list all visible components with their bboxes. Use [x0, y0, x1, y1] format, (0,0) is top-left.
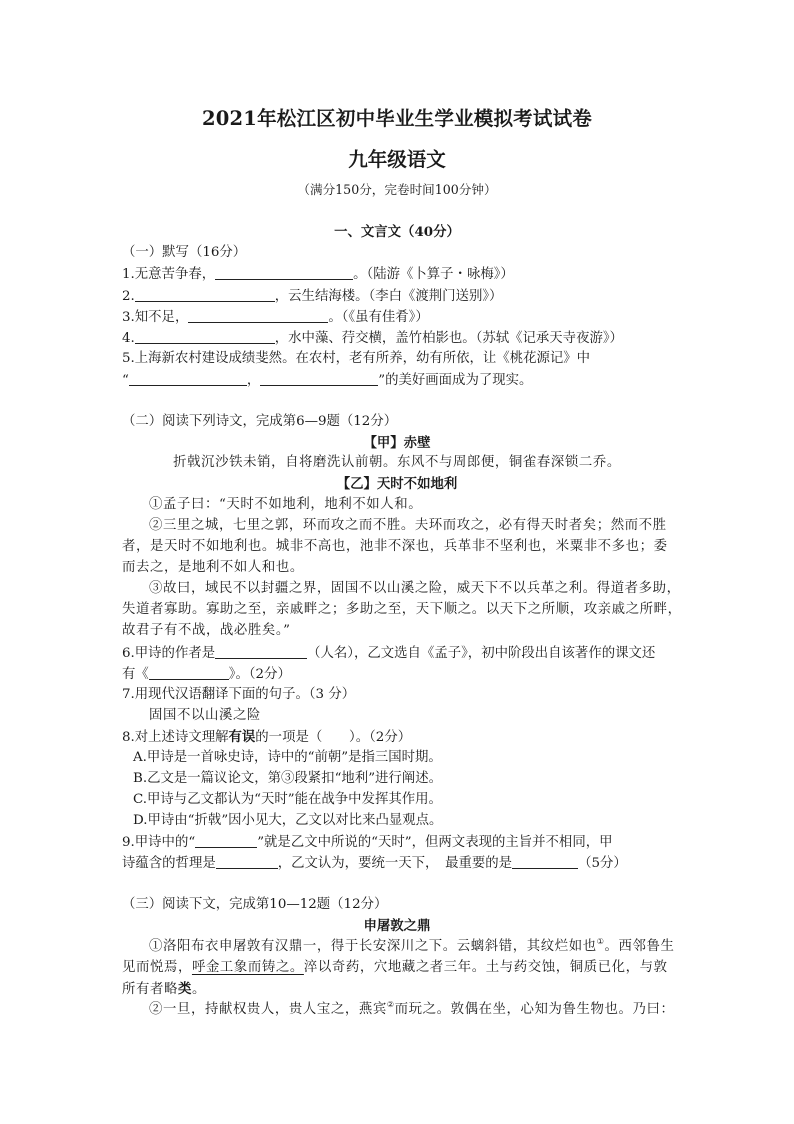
poem-title: 【甲】赤壁: [363, 435, 431, 451]
q9-suffix: ”就是乙文中所说的“天时”，但两文表现的主旨并不相同，甲: [257, 835, 613, 850]
question-9-line-2: [122, 854, 627, 873]
question-9-line-1: [122, 833, 613, 852]
answer-blank[interactable]: [215, 265, 353, 280]
q8-option-a[interactable]: A.甲诗是一首咏史诗，诗中的“前朝”是指三国时期。: [133, 750, 442, 765]
q2-prefix: 2.: [122, 289, 135, 304]
part1-heading: （一）默写（16分）: [122, 245, 247, 260]
question-7: 7.用现代汉语翻译下面的句子。（3 分）: [122, 687, 356, 702]
prose-paragraph-3-line-1: ③故曰，域民不以封疆之界，固国不以山溪之险，威天下不以兵革之利。得道者多助，: [149, 581, 681, 596]
q9b-suffix: （5分）: [578, 856, 627, 871]
prose-paragraph-2-line-1: ②三里之城，七里之郭，环而攻之而不胜。夫环而攻之，必有得天时者矣；然而不胜: [149, 518, 667, 533]
q2-suffix: ，云生结海楼。（李白《渡荆门送别》）: [274, 289, 503, 304]
part3-heading: （三）阅读下文，完成第10—12题（12分）: [122, 897, 388, 912]
q6b-prefix: 有《: [122, 667, 149, 682]
prose-paragraph-1: ①孟子曰：“天时不如地利，地利不如人和。: [149, 497, 423, 512]
q9-prefix: 9.甲诗中的“: [122, 835, 196, 850]
q3-prefix: 3.知不足，: [122, 310, 189, 325]
q6-suffix: （人名），乙文选自《孟子》，初中阶段出自该著作的课文还: [307, 646, 656, 661]
passage-paragraph-1-line-1: [149, 938, 674, 956]
q5-close: ”的美好画面成为了现实。: [378, 373, 533, 388]
passage-text: ②一旦，持献权贵人，贵人宝之，燕宾: [149, 1002, 387, 1017]
underlined-sentence: 呼金工象而铸之。: [191, 960, 304, 975]
footnote-marker: ①: [596, 937, 605, 946]
answer-blank[interactable]: [512, 854, 578, 869]
passage-paragraph-1-line-2: [122, 959, 668, 977]
q6b-suffix: 》。（2分）: [228, 667, 291, 682]
answer-blank[interactable]: [135, 329, 275, 344]
prose-title: 【乙】天时不如地利: [336, 476, 458, 492]
answer-blank[interactable]: [188, 308, 328, 323]
passage-text: 所有者略: [122, 982, 178, 997]
question-7-sentence: 固国不以山溪之险: [149, 708, 261, 723]
question-1: [122, 265, 514, 284]
question-2: [122, 287, 502, 306]
q8-emphasis: 有误: [228, 729, 256, 745]
q8-option-d[interactable]: D.甲诗由“折戟”因小见大，乙文以对比来凸显观点。: [133, 813, 443, 828]
question-6-line-2: [122, 665, 291, 684]
q5-open-quote: “: [122, 373, 129, 388]
exam-title: 2021年松江区初中毕业生学业模拟考试试卷: [202, 107, 592, 130]
answer-blank[interactable]: [149, 665, 229, 680]
passage-text: 。: [191, 982, 206, 997]
q5-comma: ，: [246, 373, 261, 388]
question-6-line-1: [122, 644, 655, 663]
footnote-marker: ②: [386, 1000, 395, 1009]
prose-paragraph-2-line-2: 者，是天时不如地利也。城非不高也，池非不深也，兵革非不坚利也，米粟非不多也；委: [122, 539, 668, 554]
q4-prefix: 4.: [122, 331, 135, 346]
q9b-prefix: 诗蕴含的哲理是: [122, 856, 216, 871]
q8-option-b[interactable]: B.乙文是一篇议论文，第③段紧扣“地利”进行阐述。: [133, 771, 442, 786]
passage-text: 淬以奇药，穴地藏之者三年。土与药交蚀，铜质已化，与敦: [303, 960, 668, 975]
q3-suffix: 。（《虽有佳肴》）: [328, 310, 429, 325]
q1-suffix: 。（陆游《卜算子・咏梅》）: [353, 267, 514, 282]
answer-blank[interactable]: [129, 371, 247, 386]
passage-text: ①洛阳布衣申屠敦有汉鼎一，得于长安深川之下。云螭斜错，其纹烂如也: [149, 939, 597, 954]
question-4: [122, 329, 623, 348]
answer-blank[interactable]: [260, 371, 378, 386]
q9b-middle: ，乙文认为，要统一天下， 最重要的是: [277, 856, 513, 871]
passage-text: 见而悦焉，: [122, 960, 192, 975]
question-8: [122, 728, 411, 747]
part2-heading: （二）阅读下列诗文，完成第6—9题（12分）: [122, 414, 398, 429]
prose-paragraph-2-line-3: 而去之，是地利不如人和也。: [122, 560, 304, 575]
q1-prefix: 1.无意苦争春，: [122, 267, 216, 282]
answer-blank[interactable]: [216, 854, 278, 869]
question-5-line-2: [122, 371, 532, 390]
passage-text: 而玩之。敦偶在坐，心知为鲁生物也。乃曰：: [394, 1002, 675, 1017]
q8-option-c[interactable]: C.甲诗与乙文都认为“天时”能在战争中发挥其作用。: [133, 792, 442, 807]
question-3: [122, 308, 429, 327]
answer-blank[interactable]: [135, 287, 275, 302]
passage-paragraph-2-line-1: [149, 1001, 674, 1019]
passage-paragraph-1-line-3: [122, 980, 206, 999]
q8-suffix: 的一项是（ ）。（2分）: [255, 730, 412, 745]
q6-prefix: 6.甲诗的作者是: [122, 646, 216, 661]
section-heading: 一、文言文（40分）: [334, 224, 460, 240]
question-5-line-1: 5.上海新农村建设成绩斐然。在农村，老有所养，幼有所依，让《桃花源记》中: [122, 351, 591, 366]
prose-paragraph-3-line-3: 故君子有不战，战必胜矣。”: [122, 623, 291, 638]
q8-prefix: 8.对上述诗文理解: [122, 730, 229, 745]
prose-paragraph-3-line-2: 失道者寡助。寡助之至，亲戚畔之；多助之至，天下顺之。以天下之所顺，攻亲戚之所畔，: [122, 602, 682, 617]
poem-text: 折戟沉沙铁未销，自将磨洗认前朝。东风不与周郎便，铜雀春深锁二乔。: [173, 455, 621, 470]
exam-note: （满分150分，完卷时间100分钟）: [297, 182, 497, 197]
passage-text: 。西邻鲁生: [604, 939, 675, 954]
q4-suffix: ，水中藻、荇交横，盖竹柏影也。（苏轼《记承天寺夜游》）: [274, 331, 623, 346]
emphasized-word: 类: [177, 981, 192, 997]
passage-title: 申屠敦之鼎: [363, 918, 431, 934]
exam-subtitle: 九年级语文: [348, 148, 446, 171]
answer-blank[interactable]: [215, 644, 307, 659]
answer-blank[interactable]: [195, 833, 257, 848]
